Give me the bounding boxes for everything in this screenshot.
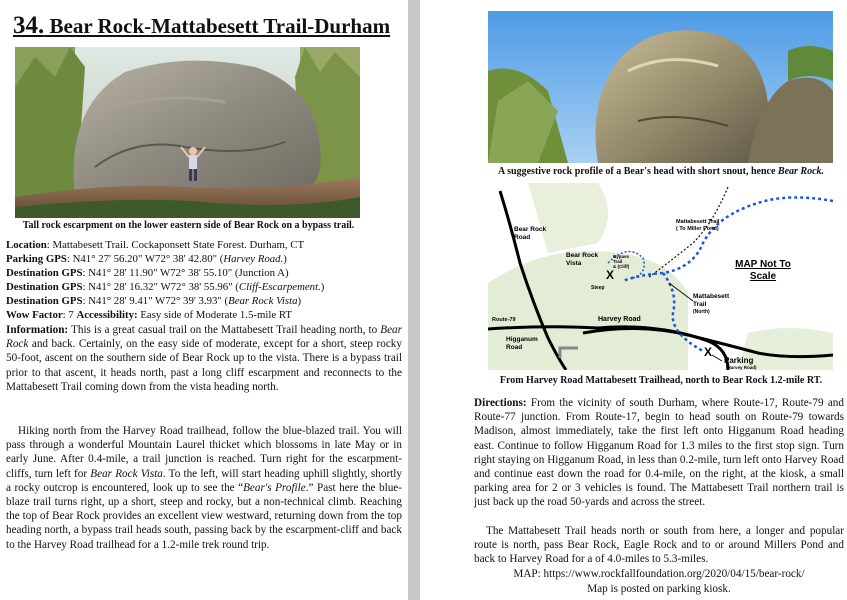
trail-title [13, 12, 390, 40]
bear-profile-caption: A suggestive rock profile of a Bear's head with short snout, hence Bear Rock. [497, 166, 825, 177]
map-label-not-to-scale: MAP Not To Scale [735, 259, 791, 282]
map-label-parking-sub: (Harvey Road) [726, 365, 757, 370]
map-label-bypass: Bypass Trail & (Cliff) [613, 254, 630, 269]
map-caption: From Harvey Road Mattabesett Trailhead, north to Bear Rock 1.2-mile RT. [499, 375, 823, 386]
trail-route-paragraph: The Mattabesett Trail heads north or south from here, a longer and popular route is north, pass Bear Rock, Eagle Rock and to or around Millers Pond and back to Harvey Road for a of 4.0-miles to 5.3-miles. [474, 525, 844, 566]
destination-gps-row-1: Destination GPS: N41° 28' 11.90" W72° 38' 55.10" (Junction A) [6, 267, 289, 279]
map-label-mattabesett-north: Mattabesett Trail (North) [693, 293, 730, 315]
map-label-route-79: Route-79 [492, 317, 516, 323]
wow-factor-row: Wow Factor: 7 Accessibility: Easy side of Moderate 1.5-mile RT [6, 309, 293, 321]
hiking-paragraph: Hiking north from the Harvey Road trailhead, follow the blue-blazed trail. You will pass through a wonderful Mountain Laurel thicket which blossoms in late May or in early June. After 0.4-mile, a trail junction is reached. Turn right for the escarpment-cliffs, turn left for Bear Rock Vista. To the left, will start heading uphill slightly, shortly a rocky outcrop is encountered, look up to see the “Bear's Profile.” Past here the blue-blaze trail turns right, up a short, steep and rocky, but a non-technical climb. Reaching the top of Bear Rock provides an excellent view westward, returning down from the top heading north, a bypass trail heads south, passing back by the escarpment-cliff and back to the Harvey Road trailhead for a 1.2-mile trek round trip. [6, 425, 402, 551]
map-label-higganum-road: Higganum Road [506, 336, 538, 351]
right-page [420, 0, 847, 600]
map-label-bear-rock-vista: Bear Rock Vista [566, 252, 599, 267]
bear-profile-photo [488, 11, 833, 163]
map-label-parking: Parking [724, 356, 754, 365]
information-paragraph: Information: This is a great casual trail on the Mattabesett Trail heading north, to Bear Rock and back. Certainly, on the easy side of moderate, except for a short, steep rocky 50-foot, ascent on the southern side of Bear Rock up to the vista. There is a bypass trail prior to that ascent, it heads north, past a long cliff escarpment and reconnects to the Mattabesett Trail coming down from the vista heading north. [6, 324, 402, 393]
map-label-bear-rock-road: Bear Rock Road [514, 226, 547, 241]
parking-marker-x: X [704, 345, 713, 359]
trail-info-block [6, 238, 404, 322]
trail-title-text: Bear Rock-Mattabesett Trail-Durham [49, 14, 391, 38]
trail-number: 34. [13, 12, 45, 39]
destination-gps-row-2: Destination GPS: N41° 28' 16.32" W72° 38' 55.96" (Cliff-Escarpement.) [6, 281, 325, 293]
map-label-mattabesett-miller: Mattabesett Trail ( To Miller Pond) [676, 219, 720, 232]
escarpment-caption: Tall rock escarpment on the lower eastern side of Bear Rock on a bypass trail. [22, 220, 355, 231]
escarpment-photo [15, 47, 360, 218]
trail-map [488, 183, 833, 370]
parking-gps-row: Parking GPS: N41° 27' 56.20" W72° 38' 42.80" (Harvey Road.) [6, 253, 287, 265]
left-page [0, 0, 408, 600]
location-row: Location: Mattabesett Trail. Cockaponsett State Forest. Durham, CT [6, 239, 305, 251]
map-url: MAP: https://www.rockfallfoundation.org/2020/04/15/bear-rock/ [513, 568, 805, 580]
destination-gps-row-3: Destination GPS: N41° 28' 9.41" W72° 39' 3.93" (Bear Rock Vista) [6, 295, 302, 307]
map-label-harvey-road: Harvey Road [598, 316, 641, 323]
map-label-steep: Steep [591, 285, 605, 291]
directions-paragraph: Directions: From the vicinity of south Durham, where Route-17, Route-79 and Route-77 junction. From Route-17, begin to head south on Route-79 towards Madison, almost immediately, take the first left onto Higganum Road heading east. Continue to follow Higganum Road for 1.3 miles to the first stop sign. Turn right staying on Higganum Road, in less than 0.2-mile, turn left onto Harvey Road and continue east down the road for 0.4-mile, on the right, at the kiosk, a small parking area for 2 or 3 vehicles is found. The Mattabesett Trail northern trail is just back up the road 50-yards and across the street. [474, 397, 844, 509]
kiosk-note: Map is posted on parking kiosk. [587, 583, 731, 595]
vista-marker-x: X [606, 268, 615, 282]
